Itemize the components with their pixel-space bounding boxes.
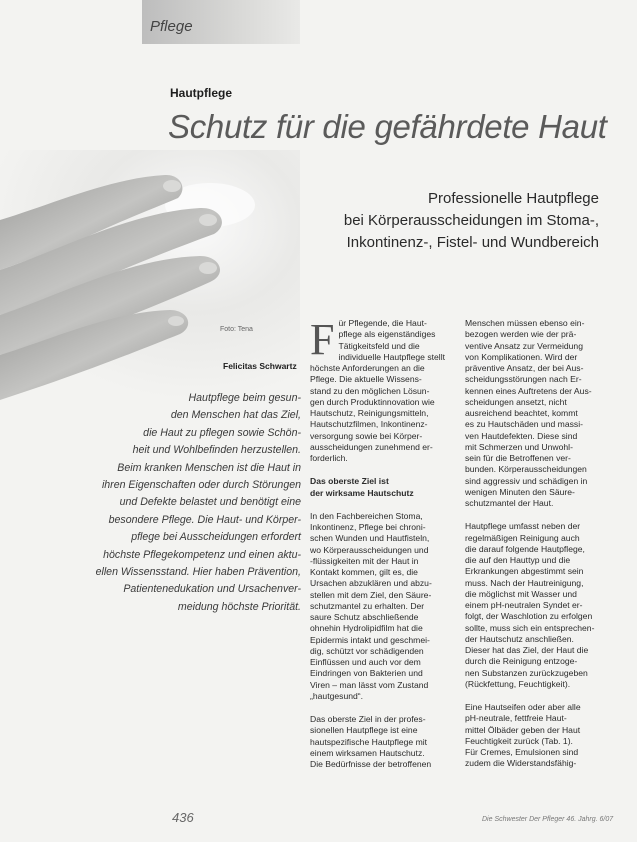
text-line: ausreichend beachtet, kommt — [465, 408, 578, 418]
body-paragraph — [465, 318, 612, 509]
text-line: Dieser hat das Ziel, der Haut die — [465, 645, 589, 655]
text-line: sionellen Hautpflege ist eine — [310, 725, 418, 736]
text-line: ausscheidungen zunehmend er- — [310, 441, 433, 452]
text-line: Viren – man lässt vom Zustand — [310, 679, 429, 690]
text-line: sind aggressiv und schädigen in — [465, 475, 588, 486]
text-line: Ursachen abzuklären und abzu- — [310, 578, 432, 589]
body-paragraph — [310, 714, 460, 770]
lead-line: und Defekte belastet und benötigt eine — [119, 496, 301, 509]
text-line: Menschen müssen ebenso ein- — [465, 318, 585, 328]
text-line: Die Bedürfnisse der betroffenen — [310, 759, 432, 769]
text-line: der Hautschutz anschließen. — [465, 633, 574, 644]
text-line: dig, schützt vor schädigenden — [310, 645, 424, 656]
journal-footer: Die Schwester Der Pfleger 46. Jahrg. 6/07 — [482, 816, 614, 823]
text-line: Erkrankungen abgestimmt sein — [465, 566, 584, 577]
text-line: bunden. Körperausscheidungen — [465, 464, 587, 475]
text-line: sein für die Betroffenen ver- — [465, 453, 571, 463]
text-line: Einflüssen und auch vor dem — [310, 657, 421, 667]
text-line: mittel Ölbäder geben der Haut — [465, 724, 581, 735]
text-line: gen durch Produktinnovation wie — [310, 396, 435, 407]
body-column-1 — [310, 318, 460, 842]
text-line: Tätigkeitsfeld und die — [338, 340, 420, 351]
text-line: scheidungen ansetzt, nicht — [465, 396, 567, 407]
text-line: Hautschutz, Reinigungsmitteln, — [310, 408, 429, 418]
text-line: sollte, muss sich ein entsprechen- — [465, 622, 595, 633]
lead-paragraph — [58, 390, 301, 616]
text-line: wenigen Minuten den Säure- — [465, 486, 575, 497]
text-line: die auf den Hauttyp und die — [465, 555, 571, 565]
text-line: hautspezifische Hautpflege mit — [310, 736, 428, 747]
body-paragraph — [465, 702, 612, 770]
body-paragraph — [310, 511, 460, 702]
lead-line: heit und Wohlbefinden herzustellen. — [132, 444, 301, 457]
text-line: (Rückfettung, Feuchtigkeit). — [465, 678, 571, 689]
text-line: Für Cremes, Emulsionen sind — [465, 747, 579, 757]
text-line: kennen eines Auftretens der Aus- — [465, 385, 592, 396]
text-line: Epidermis intakt und geschmei- — [310, 634, 430, 645]
text-line: regelmäßigen Reinigung auch — [465, 532, 580, 543]
text-line: individuelle Hautpflege stellt — [338, 351, 446, 362]
text-line: nen Substanzen zurückzugeben — [465, 667, 588, 678]
text-line: versorgung sowie bei Körper- — [310, 430, 423, 441]
text-line: bezogen werden wie der prä- — [465, 329, 577, 340]
text-line: höchste Anforderungen an die — [310, 363, 425, 373]
text-line: Kontakt kommen, gilt es, die — [310, 567, 418, 577]
text-line: Pflege. Die aktuelle Wissens- — [310, 374, 422, 385]
text-line: ven Hautdefekten. Diese sind — [465, 430, 578, 441]
photo-credit: Foto: Tena — [220, 326, 253, 333]
text-line: es zu Hautschäden und massi- — [465, 419, 583, 430]
drop-cap: F — [310, 318, 335, 364]
text-line: pH-neutrale, fettfreie Haut- — [465, 713, 567, 724]
text-line: schutzmantel zu erhalten. Der — [310, 600, 425, 611]
body-paragraph — [465, 521, 612, 690]
text-line: Das oberste Ziel in der profes- — [310, 714, 426, 724]
lead-line: die Haut zu pflegen sowie Schön- — [143, 426, 301, 439]
text-line: einem pH-neutralen Syndet er- — [465, 600, 583, 610]
article-title: Schutz für die gefährdete Haut — [168, 108, 607, 145]
lead-line: pflege bei Ausscheidungen erfordert — [131, 531, 301, 544]
text-line: Eindringen von Bakterien und — [310, 668, 423, 679]
text-line: scheidungsstörungen nach Er- — [465, 374, 582, 385]
text-line: schen Wunden und Hautfisteln, — [310, 533, 430, 544]
text-line: folgt, der Waschlotion zu erfolgen — [465, 611, 593, 622]
subtitle-line: Inkontinenz-, Fistel- und Wundbereich — [346, 234, 599, 251]
lead-line: Hautpflege beim gesun- — [188, 392, 301, 404]
text-line: Hautpflege umfasst neben der — [465, 521, 581, 532]
text-line: forderlich. — [310, 453, 348, 463]
lead-line: ihren Eigenschaften oder durch Störungen — [101, 479, 301, 492]
text-line: Das oberste Ziel ist — [310, 476, 389, 487]
lead-line: den Menschen hat das Ziel, — [170, 409, 301, 422]
text-line: ohnehin Hydrolipidfilm hat die — [310, 623, 423, 634]
subtitle-line: Professionelle Hautpflege — [428, 190, 599, 207]
section-label: Pflege — [150, 18, 193, 35]
text-line: die darauf folgende Hautpflege, — [465, 543, 585, 554]
lead-line: höchste Pflegekompetenz und einen aktu- — [103, 548, 301, 561]
text-line: zudem die Widerstandsfähig- — [465, 758, 577, 769]
text-line: ür Pflegende, die Haut- — [338, 318, 427, 328]
body-column-2 — [465, 318, 612, 842]
text-line: „hautgesund“. — [310, 690, 364, 701]
text-line: wo Körperausscheidungen und — [310, 544, 429, 555]
subtitle-line: bei Körperausscheidungen im Stoma-, — [343, 212, 599, 229]
text-line: stellen mit dem Ziel, den Säure- — [310, 589, 432, 600]
text-line: stand zu den möglichen Lösun- — [310, 385, 430, 396]
text-line: Inkontinenz, Pflege bei chroni- — [310, 522, 426, 532]
text-line: von Komplikationen. Wird der — [465, 351, 578, 362]
text-line: Feuchtigkeit zurück (Tab. 1). — [465, 735, 573, 746]
subheading — [310, 476, 460, 499]
text-line: ventive Ansatz zur Vermeidung — [465, 340, 583, 351]
text-line: pflege als eigenständiges — [338, 329, 436, 340]
text-line: präventive Ansatz, der bei Aus- — [465, 363, 584, 373]
article-kicker: Hautpflege — [170, 86, 233, 100]
text-line: saure Schutz abschließende — [310, 612, 419, 622]
lead-line: meidung höchste Priorität. — [177, 600, 301, 613]
text-line: durch die Reinigung entzoge- — [465, 656, 578, 667]
text-line: der wirksame Hautschutz — [310, 487, 414, 498]
text-line: schutzmantel der Haut. — [465, 498, 554, 508]
text-line: Eine Hautseifen oder aber alle — [465, 702, 581, 712]
article-subtitle — [279, 188, 599, 254]
author-name: Felicitas Schwartz — [223, 361, 297, 371]
lead-line: besondere Pflege. Die Haut- und Körper- — [108, 513, 301, 526]
text-line: -flüssigkeiten mit der Haut in — [310, 555, 419, 566]
text-line: mit Schmerzen und Unwohl- — [465, 441, 573, 452]
lead-line: Patientenedukation und Ursachenver- — [123, 583, 301, 596]
lead-line: ellen Wissensstand. Hier haben Prävention, — [95, 566, 301, 579]
text-line: muss. Nach der Hautreinigung, — [465, 577, 584, 588]
page-number: 436 — [172, 810, 194, 825]
text-line: In den Fachbereichen Stoma, — [310, 510, 423, 521]
text-line: einem wirksamen Hautschutz. — [310, 747, 425, 758]
text-line: Hautschutzfilmen, Inkontinenz- — [310, 419, 428, 430]
lead-line: Beim kranken Menschen ist die Haut in — [117, 461, 301, 474]
text-line: die möglichst mit Wasser und — [465, 588, 577, 599]
